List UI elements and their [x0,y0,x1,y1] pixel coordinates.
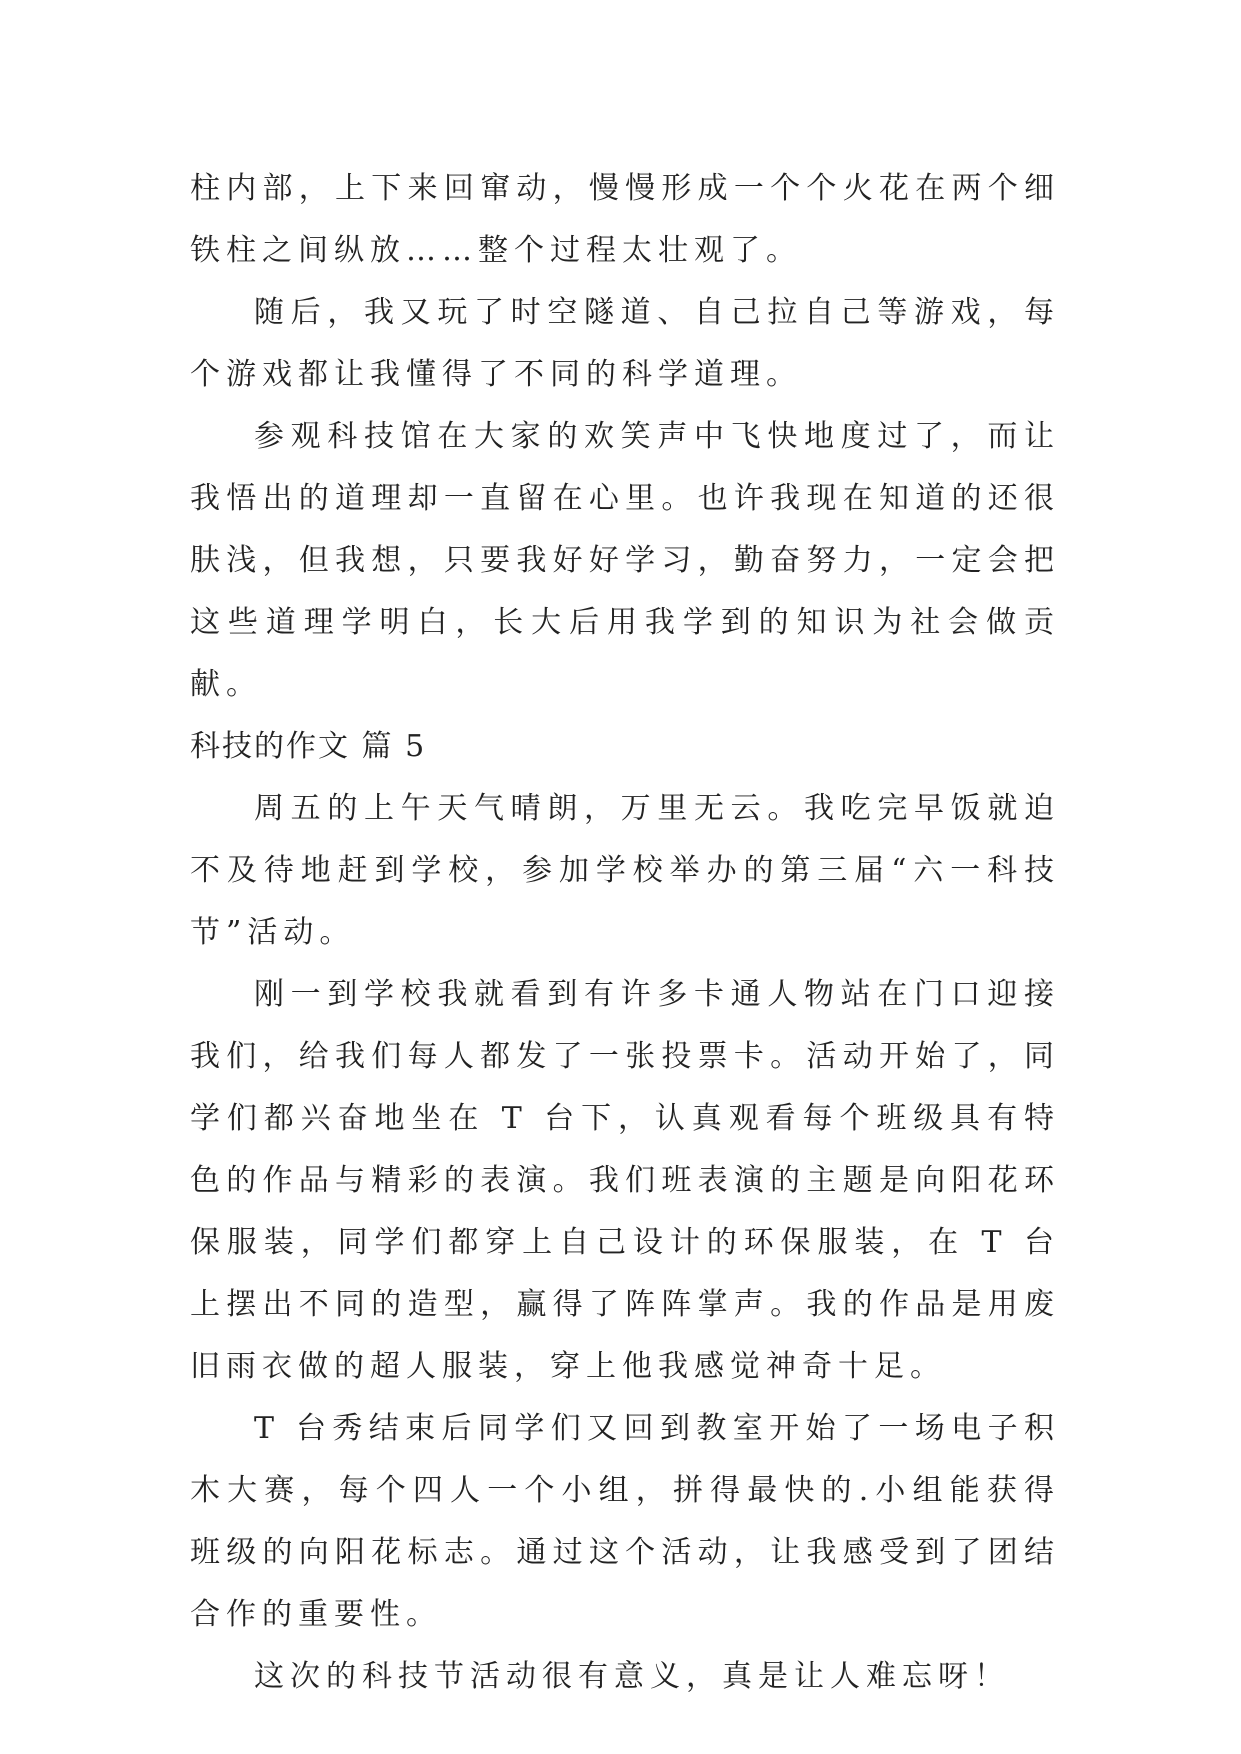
section-heading: 科技的作文 篇 5 [190,729,427,764]
paragraph-6: T 台秀结束后同学们又回到教室开始了一场电子积木大赛，每个四人一个小组，拼得最快的.小组能获得班级的向阳花标志。通过这个活动，让我感受到了团结合作的重要性。 [190,1411,1060,1632]
paragraph-2: 随后，我又玩了时空隧道、自己拉自己等游戏，每个游戏都让我懂得了不同的科学道理。 [190,295,1060,392]
paragraph-4: 周五的上午天气晴朗，万里无云。我吃完早饭就迫不及待地赶到学校，参加学校举办的第三届“六一科技节”活动。 [190,791,1060,950]
paragraph-1: 柱内部，上下来回窜动，慢慢形成一个个火花在两个细铁柱之间纵放……整个过程太壮观了。 [190,171,1060,268]
paragraph-5: 刚一到学校我就看到有许多卡通人物站在门口迎接我们，给我们每人都发了一张投票卡。活动开始了，同学们都兴奋地坐在 T 台下，认真观看每个班级具有特色的作品与精彩的表演。我们班表演的主题是向阳花环保服装，同学们都穿上自己设计的环保服装，在 T 台上摆出不同的造型，赢得了阵阵掌声。我的作品是用废旧雨衣做的超人服装，穿上他我感觉神奇十足。 [190,977,1060,1384]
paragraph-3: 参观科技馆在大家的欢笑声中飞快地度过了，而让我悟出的道理却一直留在心里。也许我现在知道的还很肤浅，但我想，只要我好好学习，勤奋努力，一定会把这些道理学明白，长大后用我学到的知识为社会做贡献。 [190,419,1060,702]
document-body [190,158,1060,1708]
paragraph-7: 这次的科技节活动很有意义，真是让人难忘呀！ [254,1659,1010,1694]
